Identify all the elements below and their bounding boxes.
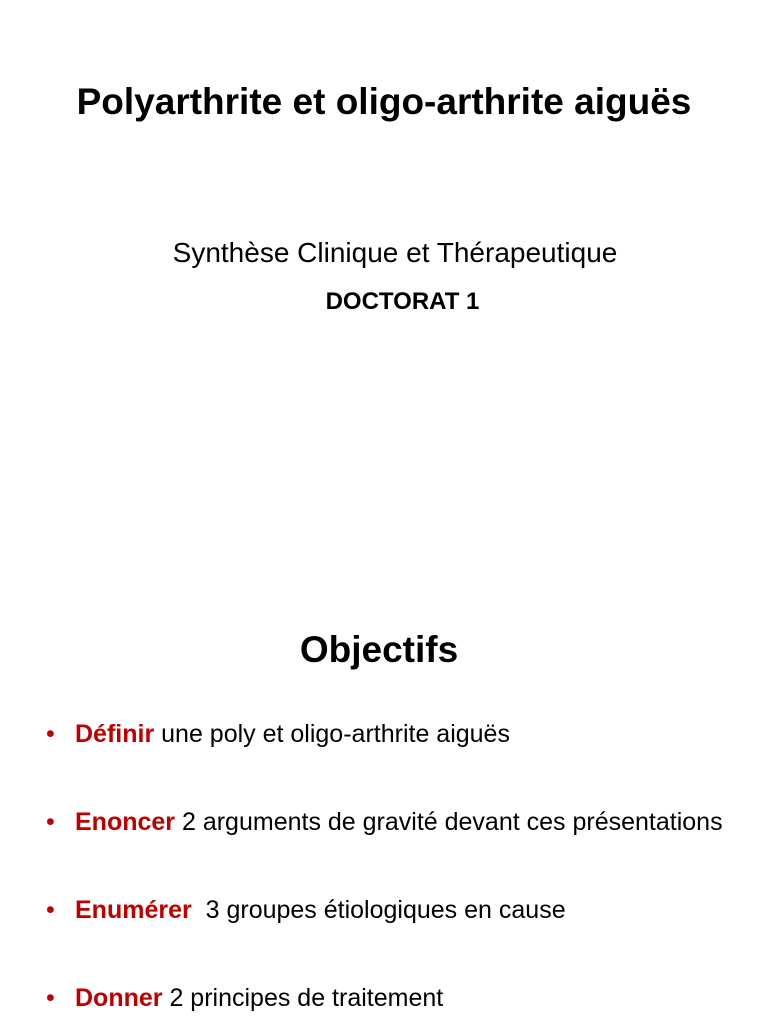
slide-title: Polyarthrite et oligo-arthrite aiguës [76, 81, 692, 122]
objective-text: 3 groupes étiologiques en cause [191, 896, 566, 924]
objective-item [46, 892, 736, 928]
objective-verb: Enoncer [75, 808, 176, 836]
objectives-slide [0, 560, 768, 1024]
objective-text: 2 principes de traitement [162, 984, 444, 1012]
objective-verb: Donner [75, 984, 163, 1012]
objective-verb: Enumérer [75, 896, 192, 924]
objective-item [46, 804, 736, 840]
objectives-heading: Objectifs [299, 629, 459, 670]
bullet-icon: • [46, 720, 55, 748]
bullet-icon: • [46, 984, 55, 1012]
objective-item [46, 716, 736, 752]
objective-verb: Définir [75, 720, 155, 748]
course-level: DOCTORAT 1 [325, 288, 480, 315]
bullet-icon: • [46, 808, 55, 836]
bullet-icon: • [46, 896, 55, 924]
objectives-list [46, 716, 736, 1024]
objective-item [46, 980, 736, 1016]
objective-text: 2 arguments de gravité devant ces présentations [175, 808, 723, 836]
objective-text: une poly et oligo-arthrite aiguës [154, 720, 510, 748]
slide-subtitle: Synthèse Clinique et Thérapeutique [172, 237, 618, 268]
